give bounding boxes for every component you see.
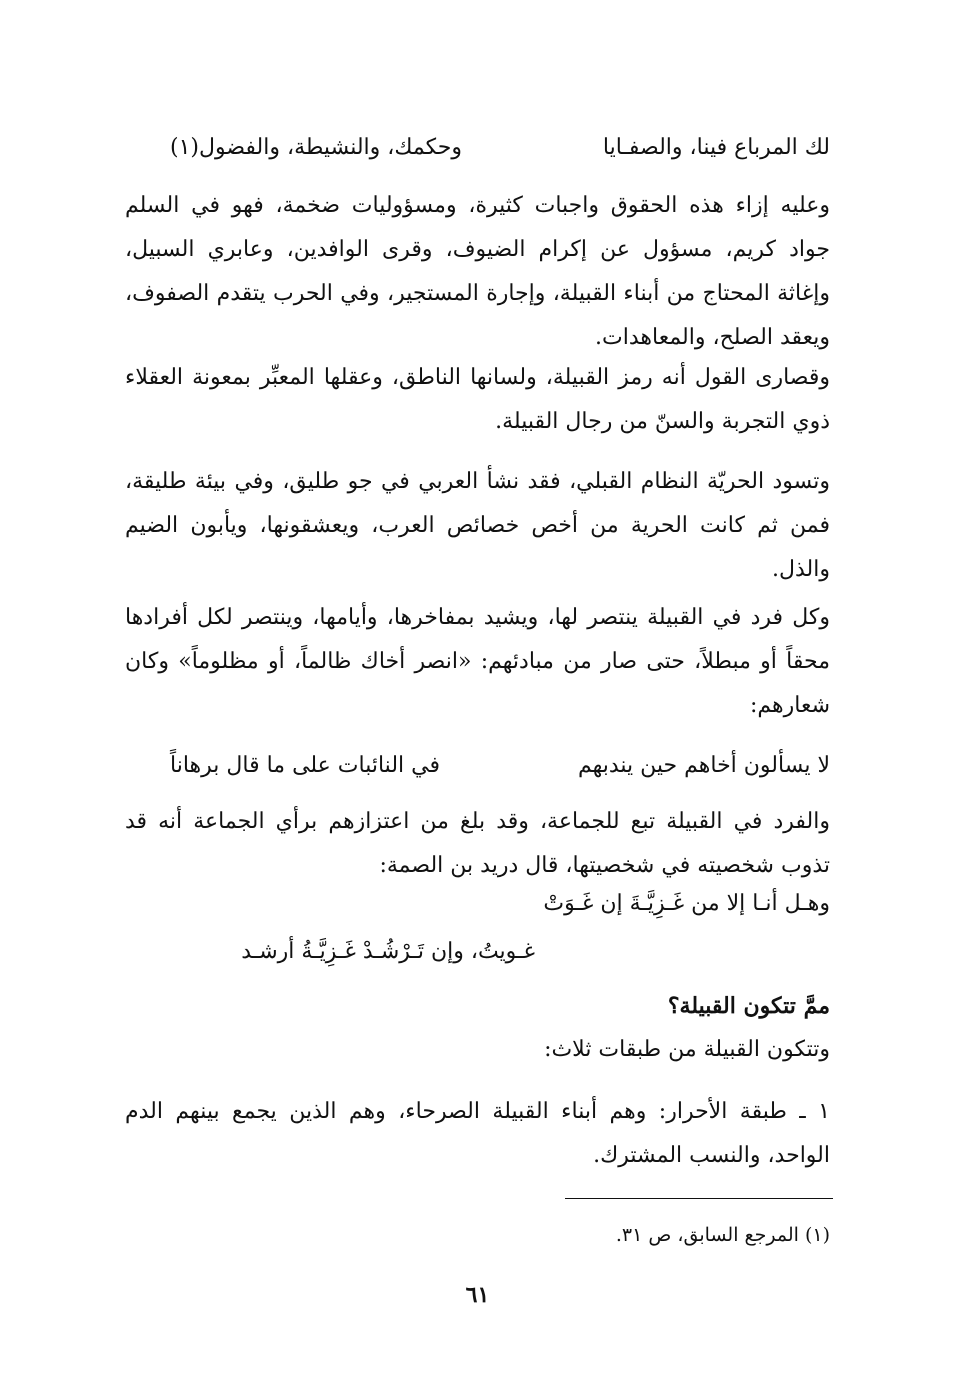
page-number: ٦١: [465, 1282, 490, 1308]
paragraph-7: ١ ـ طبقة الأحرار: وهم أبناء القبيلة الصرحاء، وهم الذين يجمع بينهم الدم الواحد، والنسب المشترك.: [125, 1099, 830, 1168]
paragraph-5: والفرد في القبيلة تبع للجماعة، وقد بلغ من اعتزازهم برأي الجماعة أنه قد تذوب شخصيته في شخصيتها، قال دريد بن الصمة:: [125, 809, 830, 878]
verse-1-hemistich-1: لك المرباع فينا، والصفـايا: [602, 135, 830, 160]
verse-2-hemistich-2: في النائبات على ما قال برهاناً: [170, 753, 440, 778]
section-heading: ممَّ تتكون القبيلة؟: [667, 993, 830, 1019]
paragraph-2: وقصارى القول أنه رمز القبيلة، ولسانها الناطق، وعقلها المعبِّر بمعونة العقلاء ذوي التجربة والسنّ من رجال القبيلة.: [125, 365, 831, 434]
paragraph-4: وكل فرد في القبيلة ينتصر لها، ويشيد بمفاخرها، وأيامها، وينتصر لكل أفرادها محقاً أو مبطلاً، حتى صار من مبادئهم: «انصر أخاك ظالماً، أو مظلوماً» وكان شعارهم:: [125, 605, 830, 718]
paragraph-3: وتسود الحريّة النظام القبلي، فقد نشأ العربي في جو طليق، وفي بيئة طليقة، فمن ثم كانت الحرية من أخص خصائص العرب، ويعشقونها، ويأبون الضيم والذل.: [125, 469, 830, 582]
paragraph-6: وتتكون القبيلة من طبقات ثلاث:: [544, 1037, 830, 1062]
verse-3-line-1: وهـل أنـا إلا من غَـزِيَّـةَ إن غَـوَتْ: [543, 891, 830, 916]
paragraph-1: وعليه إزاء هذه الحقوق واجبات كثيرة، ومسؤوليات ضخمة، فهو في السلم جواد كريم، مسؤول عن إكرام الضيوف، وقرى الوافدين، وعابري السبيل، وإغاثة المحتاج من أبناء القبيلة، وإجارة المستجير، وفي الحرب يتقدم الصفوف، ويعقد الصلح، والمعاهدات.: [125, 193, 830, 350]
footnote-divider: [565, 1198, 833, 1199]
verse-1-hemistich-2: وحكمك، والنشيطة، والفضول(١): [170, 135, 463, 160]
verse-2-hemistich-1: لا يسألون أخاهم حين يندبهم: [577, 753, 830, 778]
verse-3-line-2: غـويتُ، وإن تَـرْشُـدْ غَـزِيَّـةُ أرشـد: [241, 939, 535, 964]
footnote: (١) المرجع السابق، ص ٣١.: [615, 1224, 830, 1246]
